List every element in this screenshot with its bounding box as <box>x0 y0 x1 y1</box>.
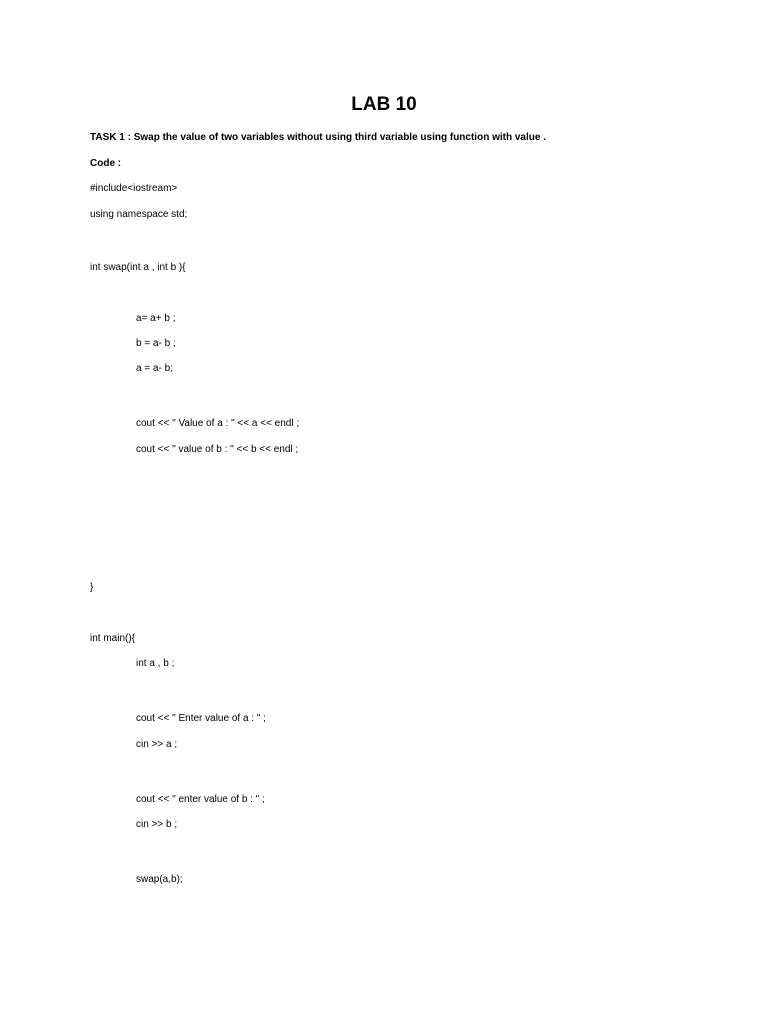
code-line-read-a: cin >> a ; <box>136 739 178 750</box>
code-line-namespace: using namespace std; <box>90 209 188 220</box>
code-line-prompt-a: cout << " Enter value of a : " ; <box>136 713 266 724</box>
code-line-swap-sub-a: a = a- b; <box>136 363 173 374</box>
document-title: LAB 10 <box>351 94 417 115</box>
code-line-prompt-b: cout << " enter value of b : " ; <box>136 794 265 805</box>
task-heading: TASK 1 : Swap the value of two variables without using third variable using function with value . <box>90 132 546 143</box>
code-line-call-swap: swap(a,b); <box>136 874 183 885</box>
code-line-declare-vars: int a , b ; <box>136 658 175 669</box>
code-line-include: #include<iostream> <box>90 183 178 194</box>
code-label: Code : <box>90 158 122 169</box>
code-line-swap-sub-b: b = a- b ; <box>136 338 176 349</box>
code-line-read-b: cin >> b ; <box>136 819 178 830</box>
code-line-swap-close: } <box>90 582 94 593</box>
code-line-print-a: cout << " Value of a : " << a << endl ; <box>136 418 300 429</box>
code-line-swap-add: a= a+ b ; <box>136 313 176 324</box>
code-line-main-signature: int main(){ <box>90 633 136 644</box>
code-line-swap-signature: int swap(int a , int b ){ <box>90 262 186 273</box>
code-line-print-b: cout << " value of b : " << b << endl ; <box>136 444 299 455</box>
